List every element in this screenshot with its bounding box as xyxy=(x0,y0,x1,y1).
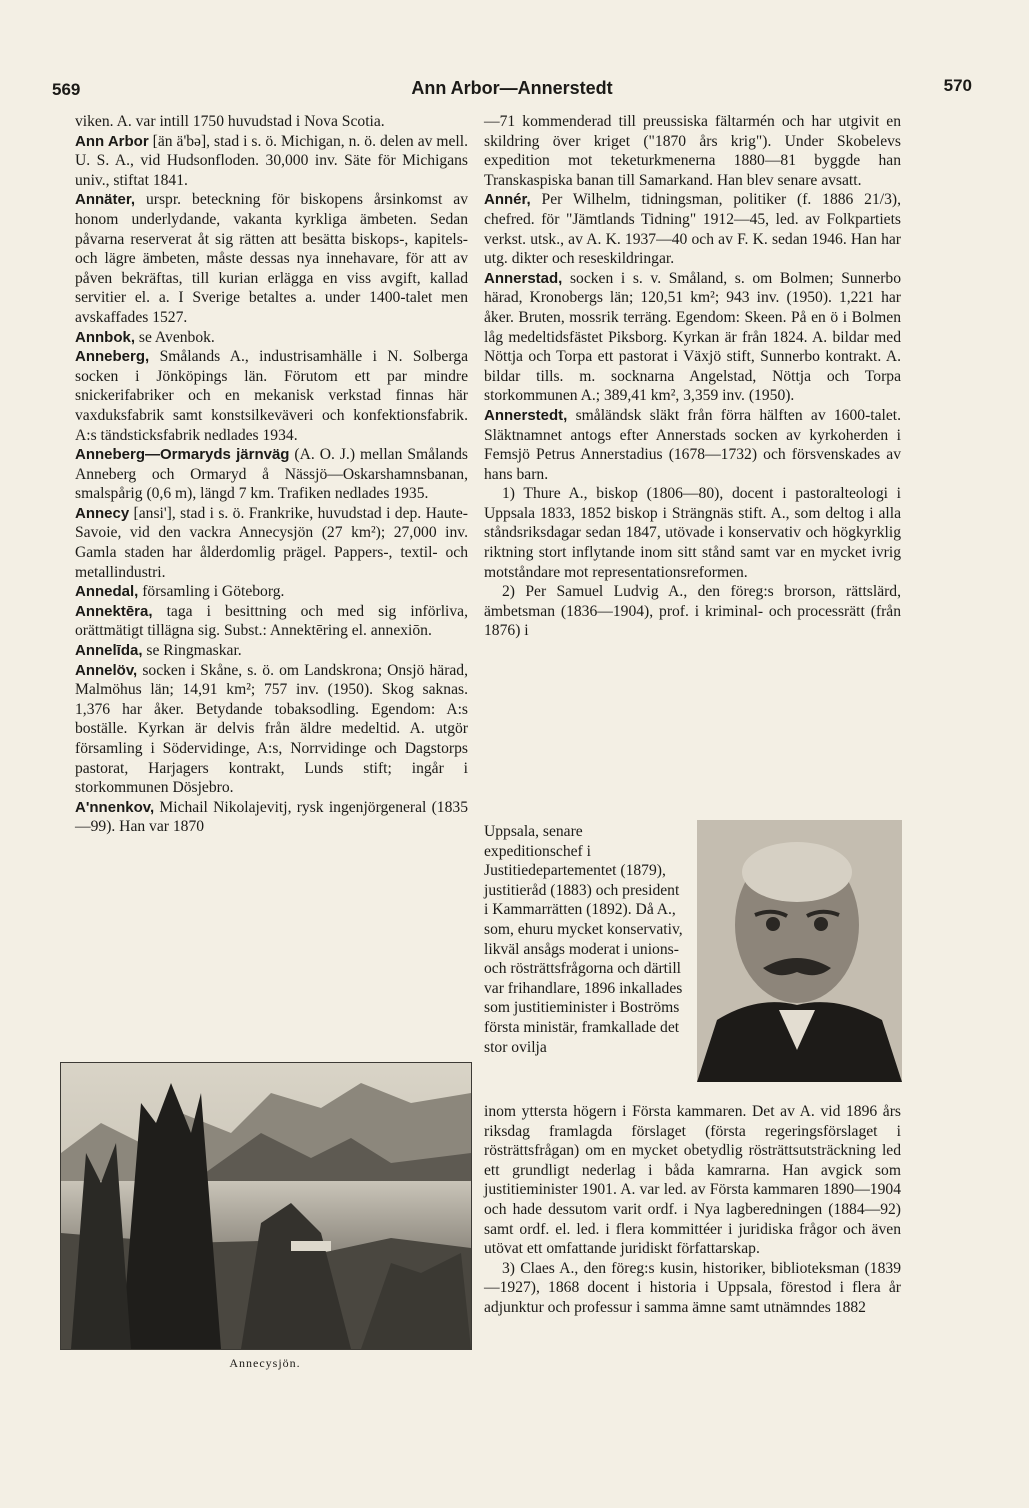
entry-term: Anneberg—Ormaryds järnväg xyxy=(75,446,290,464)
entry-annecy: Annecy [ansi'], stad i s. ö. Frankrike, huvudstad i dep. Haute-Savoie, vid den vackra Annecysjön (27 km²); 27,000 inv. Gamla staden har ålderdomlig prägel. Pappers-, textil- och metallindustri. xyxy=(75,504,468,581)
entry-term: Annedal, xyxy=(75,583,139,601)
entry-ann-arbor: Ann Arbor [än ä'bə], stad i s. ö. Michigan, n. ö. delen av mell. U. S. A., vid Hudsonfloden. 30,000 inv. Säte för Michigans univ., stiftat 1841. xyxy=(75,132,468,189)
entry-term: Annelīda, xyxy=(75,642,143,660)
entry-anner: Annér, Per Wilhelm, tidningsman, politiker (f. 1886 21/3), chefred. för "Jämtlands Tidning" 1912—45, led. av Folkpartiets verkst. utsk., av A. K. 1937—40 och av F. K. sedan 1946. Han har utg. dikter och reseskildringar. xyxy=(484,191,901,268)
entry-annerstedt: Annerstedt, småländsk släkt från förra hälften av 1600-talet. Släktnamnet antogs efter Annerstads socken av kyrkoherden i Femsjö Petrus Annerstadius (1678—1732) och försvenskades av hans barn. xyxy=(484,406,901,483)
page-header xyxy=(52,76,972,100)
entry-term: Ann Arbor xyxy=(75,132,149,150)
entry-term: Anneberg, xyxy=(75,348,150,366)
page-number-left: 569 xyxy=(52,80,81,99)
portrait-photo xyxy=(697,820,902,1082)
entry-thure: 1) Thure A., biskop (1806—80), docent i pastoralteologi i Uppsala 1833, 1852 biskop i Strängnäs stift. A., som deltog i alla ståndsriksdagar sedan 1847, utövade i konservativ och högkyrklig riktning stort inflytande inom sitt stånd samt var en mycket ivrig motståndare mot representationsreformen. xyxy=(484,485,901,581)
page-number-right: 570 xyxy=(943,76,972,95)
right-column-bottom: inom yttersta högern i Första kammaren. Det av A. vid 1896 års riksdag framlagda förslaget (första regeringsförslaget i rösträttsfrågan) om en mycket obetydlig rösträttsutsträckning led ett grundligt nederlag i båda kamrarna. Han avgick som justitieminister 1901. A. var led. av Första kammaren 1890—1904 och hade dessutom varit ordf. i Nya lagberedningen (1884—92) samt ordf. el. led. i flera kommittéer i juridiska frågor och även utövat ett omfattande juridiskt författarskap. 3) Claes A., den föreg:s kusin, historiker, biblioteksman (1839—1927), 1868 docent i historia i Uppsala, förestod i flera år adjunktur och professur i samma ämne samt utnämndes 1882 xyxy=(484,1103,901,1316)
entry-annenkov: A'nnenkov, Michail Nikolajevitj, rysk ingenjörgeneral (1835—99). Han var 1870 xyxy=(75,798,468,836)
lake-annecy-photo xyxy=(60,1062,472,1350)
entry-annelov: Annelöv, socken i Skåne, s. ö. om Landskrona; Onsjö härad, Malmöhus län; 14,91 km²; 757 inv. (1950). Skog saknas. 1,376 har åker. Betydande tobaksodling. Egendom: A:s boställe. Kyrkan är delvis från äldre medeltid. A. utgör församling i Södervidinge, A:s, Norrvidinge och Dagstorps pastorat, Harjagers kontrakt, Lunds stift; ingår i storkommunen Dösjebro. xyxy=(75,661,468,797)
running-title: Ann Arbor—Annerstedt xyxy=(411,78,613,98)
right-column xyxy=(484,112,901,641)
entry-annedal: Annedal, församling i Göteborg. xyxy=(75,583,285,601)
entry-term: Annerstedt, xyxy=(484,406,568,424)
entry-per-samuel: 2) Per Samuel Ludvig A., den föreg:s brorson, rättslärd, ämbetsman (1836—1904), prof. i kriminal- och processrätt (från 1876) i xyxy=(484,583,901,640)
entry-annbok: Annbok, se Avenbok. xyxy=(75,328,215,346)
entry-term: Annektēra, xyxy=(75,602,153,620)
entry-term: A'nnenkov, xyxy=(75,798,155,816)
entry-term: Annäter, xyxy=(75,191,136,209)
entry-term: Annelöv, xyxy=(75,661,138,679)
entry-annater: Annäter, urspr. beteckning för biskopens årsinkomst av honom underlydande, vakanta kyrkliga ämbeten. Sedan påvarna reserverat åt sig rätten att besätta biskops-, kapitels- och lägre ämbeten, måste dessas nya innehavare, för att av påven bekräftas, till kurian erlägga en viss avgift, kallad servitier el. a. I Sverige betaltes a. under 1400-talet men avskaffades 1527. xyxy=(75,191,468,326)
portrait-wrap-text: Uppsala, senare expeditionschef i Justitiedepartementet (1879), justitieråd (1883) och president i Kammarrätten (1892). Då A., som, ehuru mycket konservativ, likväl ansågs moderat i unions- och rösträttsfrågorna och därtill var frihandlare, 1896 inkallades som justitieminister i Boströms första ministär, framkallade det stor ovilja xyxy=(484,823,683,1056)
left-column xyxy=(75,112,468,837)
entry-term: Annér, xyxy=(484,191,531,209)
entry-anneberg: Anneberg, Smålands A., industrisamhälle i N. Solberga socken i Jönköpings län. Förutom ett par mindre snickerifabriker och en mekanisk verkstad finnas här vaxduksfabrik samt konstsilkeväveri och konfektionsfabrik. A:s tändsticksfabrik nedlades 1934. xyxy=(75,348,468,444)
entry-annelida: Annelīda, se Ringmaskar. xyxy=(75,642,242,660)
entry: viken. A. var intill 1750 huvudstad i Nova Scotia. xyxy=(75,113,385,130)
entry-annerstad: Annerstad, socken i s. v. Småland, s. om Bolmen; Sunnerbo härad, Kronobergs län; 120,51 km²; 943 inv. (1950). 1,221 har åker. Bruten, mossrik terräng. Egendom: Skeen. På en ö i Bolmen låg medeltidsfästet Piksborg. Kyrkan är från 1824. A. bildar med Nöttja och Torpa ett pastorat i Växjö stift, Sunnerbo kontrakt. A. bildar tills. m. socknarna Angelstad, Nöttja och Torpa storkommunen A.; 389,41 km², 3,359 inv. (1950). xyxy=(484,269,901,405)
figure-caption: Annecysjön. xyxy=(229,1356,301,1370)
entry-anneberg-ormaryd: Anneberg—Ormaryds järnväg (A. O. J.) mellan Smålands Anneberg och Ormaryd å Nässjö—Oskarshamnsbanan, smalspårig (0,6 m), längd 7 km. Trafiken nedlades 1935. xyxy=(75,446,468,503)
entry-continuation: —71 kommenderad till preussiska fältarmén och har utgivit en skildring över kriget ("1870 års krig"). Under Skobelevs expedition mot teketurkmenerna 1880—81 byggde han Transkaspiska banan till Samarkand. Han blev senare avsatt. xyxy=(484,113,901,189)
entry-term: Annerstad, xyxy=(484,269,563,287)
entry-term: Annbok, xyxy=(75,328,135,346)
entry-annektera: Annektēra, taga i besittning och med sig införliva, orättmätigt tillägna sig. Subst.: Annektēring el. annexiōn. xyxy=(75,602,468,640)
entry-term: Annecy xyxy=(75,504,130,522)
